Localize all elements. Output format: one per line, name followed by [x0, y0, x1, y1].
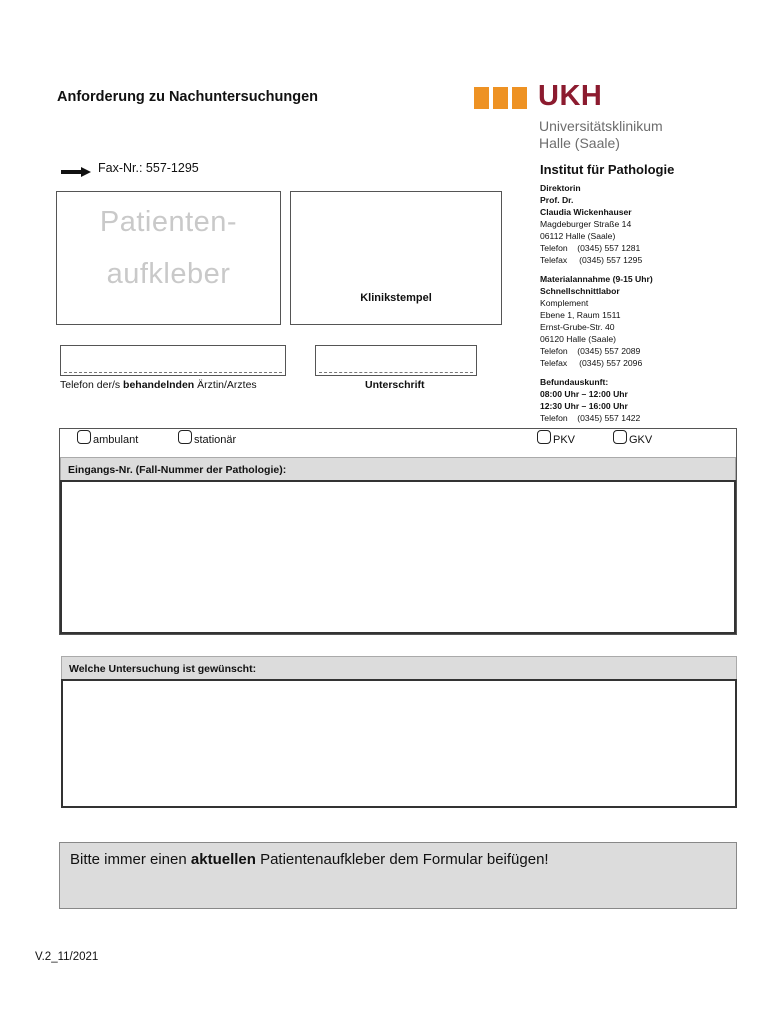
- institute-fax: Telefax (0345) 557 1295: [540, 255, 643, 265]
- lab-line2: Ebene 1, Raum 1511: [540, 310, 621, 320]
- logo-line-city: Halle (Saale): [539, 135, 620, 151]
- address-city: 06112 Halle (Saale): [540, 231, 616, 241]
- material-heading: Materialannahme (9-15 Uhr): [540, 274, 653, 284]
- clinic-stamp-box[interactable]: [290, 191, 502, 325]
- option-stationaer[interactable]: [178, 432, 236, 446]
- address-street: Magdeburger Straße 14: [540, 219, 632, 229]
- version-label: V.2_11/2021: [35, 951, 99, 963]
- physician-phone-field[interactable]: [60, 345, 286, 376]
- lab-line4: 06120 Halle (Saale): [540, 334, 616, 344]
- info-block: [540, 376, 640, 424]
- option-stationaer-label: stationär: [194, 434, 237, 446]
- institute-title: Institut für Pathologie: [540, 162, 675, 177]
- patient-sticker-line2: aufkleber: [106, 258, 231, 290]
- lab-phone: Telefon (0345) 557 2089: [540, 346, 641, 356]
- option-ambulant[interactable]: [77, 432, 138, 446]
- institute-phone: Telefon (0345) 557 1281: [540, 243, 641, 253]
- untersuchung-header: Welche Untersuchung ist gewünscht:: [61, 656, 737, 680]
- fax-number: Fax-Nr.: 557-1295: [98, 161, 199, 175]
- checkbox-icon[interactable]: [178, 430, 192, 444]
- option-pkv-label: PKV: [553, 434, 576, 446]
- page-title: Anforderung zu Nachuntersuchungen: [57, 89, 318, 105]
- reminder-note: [59, 842, 737, 909]
- option-ambulant-label: ambulant: [93, 434, 139, 446]
- logo-line-university: Universitätsklinikum: [539, 118, 663, 134]
- info-phone: Telefon (0345) 557 1422: [540, 413, 641, 423]
- signature-field[interactable]: [315, 345, 477, 376]
- lab-line1: Komplement: [540, 298, 589, 308]
- eingang-header: Eingangs-Nr. (Fall-Nummer der Pathologie):: [60, 457, 736, 481]
- checkbox-icon[interactable]: [613, 430, 627, 444]
- eingang-input-area[interactable]: [60, 480, 736, 634]
- lab-heading: Schnellschnittlabor: [540, 286, 620, 296]
- info-heading: Befundauskunft:: [540, 377, 609, 387]
- reminder-note-text: Bitte immer einen aktuellen Patientenaufkleber dem Formular beifügen!: [70, 851, 549, 868]
- lab-line3: Ernst-Grube-Str. 40: [540, 322, 615, 332]
- option-pkv[interactable]: [537, 432, 575, 446]
- lab-fax: Telefax (0345) 557 2096: [540, 358, 643, 368]
- physician-phone-label: Telefon der/s behandelnden Ärztin/Arztes: [60, 379, 257, 391]
- untersuchung-input-area[interactable]: [61, 679, 737, 808]
- form-frame: [59, 428, 737, 635]
- patient-sticker-line1: Patienten-: [99, 206, 238, 238]
- checkbox-icon[interactable]: [537, 430, 551, 444]
- director-title: Prof. Dr.: [540, 195, 574, 205]
- option-gkv-label: GKV: [629, 434, 653, 446]
- ukh-logo-text: UKH: [538, 80, 603, 112]
- director-block: [540, 182, 642, 266]
- info-hours-afternoon: 12:30 Uhr – 16:00 Uhr: [540, 401, 628, 411]
- signature-label: Unterschrift: [365, 379, 425, 391]
- checkbox-icon[interactable]: [77, 430, 91, 444]
- director-name: Claudia Wickenhauser: [540, 207, 632, 217]
- arrow-right-icon: [61, 167, 91, 177]
- director-heading: Direktorin: [540, 183, 581, 193]
- info-hours-morning: 08:00 Uhr – 12:00 Uhr: [540, 389, 628, 399]
- option-gkv[interactable]: [613, 432, 652, 446]
- patient-sticker-box[interactable]: [56, 191, 281, 325]
- clinic-stamp-label: Klinikstempel: [360, 292, 432, 304]
- material-block: [540, 273, 653, 369]
